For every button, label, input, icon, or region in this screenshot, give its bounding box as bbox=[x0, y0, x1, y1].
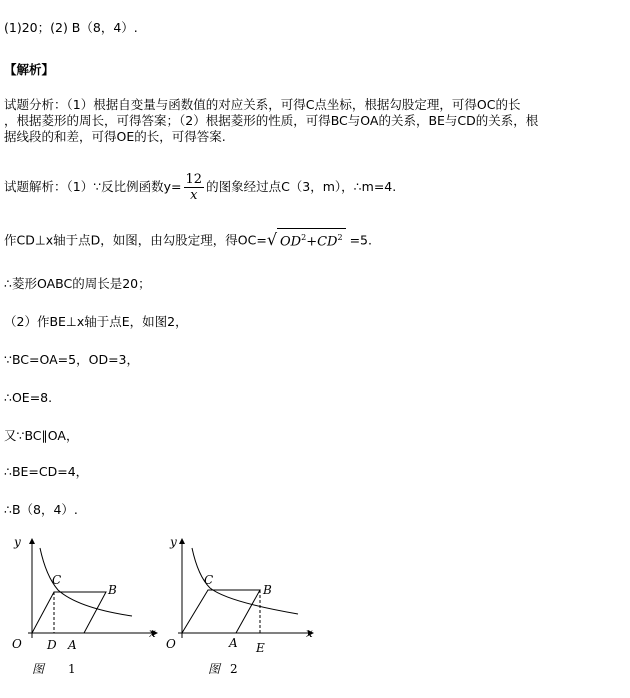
solution-1-suffix: 的图象经过点C（3，m），∴m=4. bbox=[206, 179, 397, 194]
label-o: O bbox=[166, 637, 176, 651]
solution-line-9: ∴B（8，4）. bbox=[4, 502, 78, 517]
solution-1-prefix: 试题解析：（1）∵反比例函数y= bbox=[4, 179, 182, 194]
sqrt-term-od: OD bbox=[280, 234, 302, 250]
solution-line-1 bbox=[4, 170, 396, 204]
caption-word-2: 图 bbox=[208, 662, 221, 676]
sqrt-expression bbox=[267, 228, 346, 254]
label-b: B bbox=[108, 583, 117, 597]
label-e: E bbox=[256, 641, 265, 655]
label-x: x bbox=[306, 626, 313, 640]
label-d: D bbox=[47, 638, 57, 652]
solution-2-prefix: 作CD⊥x轴于点D，如图，由勾股定理，得OC= bbox=[4, 232, 267, 248]
solution-line-2 bbox=[4, 228, 372, 254]
analysis-line-2: ，根据菱形的周长，可得答案；（2）根据菱形的性质，可得BC与OA的关系，BE与CD的关系，根 bbox=[4, 113, 539, 128]
figure-1 bbox=[2, 532, 172, 692]
label-c: C bbox=[52, 573, 62, 587]
label-y: y bbox=[170, 535, 177, 549]
fraction-numerator: 12 bbox=[185, 172, 203, 187]
sqrt-radicand bbox=[277, 228, 346, 251]
section-title: 【解析】 bbox=[4, 62, 55, 77]
solution-line-3: ∴菱形OABC的周长是20； bbox=[4, 276, 151, 291]
label-y: y bbox=[14, 535, 21, 549]
exponent-2: 2 bbox=[337, 233, 343, 242]
label-b: B bbox=[263, 583, 272, 597]
fraction-12-over-x bbox=[184, 172, 205, 203]
solution-line-5: ∵BC=OA=5，OD=3， bbox=[4, 352, 139, 367]
fraction-denominator: x bbox=[190, 188, 198, 203]
solution-line-4: （2）作BE⊥x轴于点E，如图2， bbox=[4, 314, 188, 329]
label-a: A bbox=[68, 638, 77, 652]
label-c: C bbox=[204, 573, 214, 587]
analysis-line-3: 据线段的和差，可得OE的长，可得答案. bbox=[4, 129, 226, 144]
plus-sign: + bbox=[306, 234, 318, 250]
label-a: A bbox=[229, 636, 238, 650]
solution-2-suffix: =5. bbox=[349, 232, 372, 248]
y-axis-arrow bbox=[179, 538, 185, 544]
y-axis-arrow bbox=[29, 538, 35, 544]
caption-num-2: 2 bbox=[230, 662, 238, 676]
sqrt-symbol: √ bbox=[266, 230, 278, 249]
figure-2 bbox=[158, 532, 328, 692]
caption-word-1: 图 bbox=[32, 662, 45, 676]
solution-line-7: 又∵BC∥OA， bbox=[4, 428, 79, 443]
solution-line-8: ∴BE=CD=4， bbox=[4, 464, 89, 479]
label-o: O bbox=[12, 637, 22, 651]
rhombus-oabc bbox=[182, 590, 260, 633]
label-x: x bbox=[149, 626, 156, 640]
sqrt-term-cd: CD bbox=[317, 234, 338, 250]
solution-line-6: ∴OE=8. bbox=[4, 390, 53, 405]
caption-num-1: 1 bbox=[68, 662, 76, 676]
exponent-1: 2 bbox=[301, 233, 307, 242]
answer-line: (1)20；(2) B（8，4）. bbox=[4, 20, 138, 35]
analysis-line-1: 试题分析：（1）根据自变量与函数值的对应关系，可得C点坐标，根据勾股定理，可得OC的长 bbox=[4, 97, 521, 112]
